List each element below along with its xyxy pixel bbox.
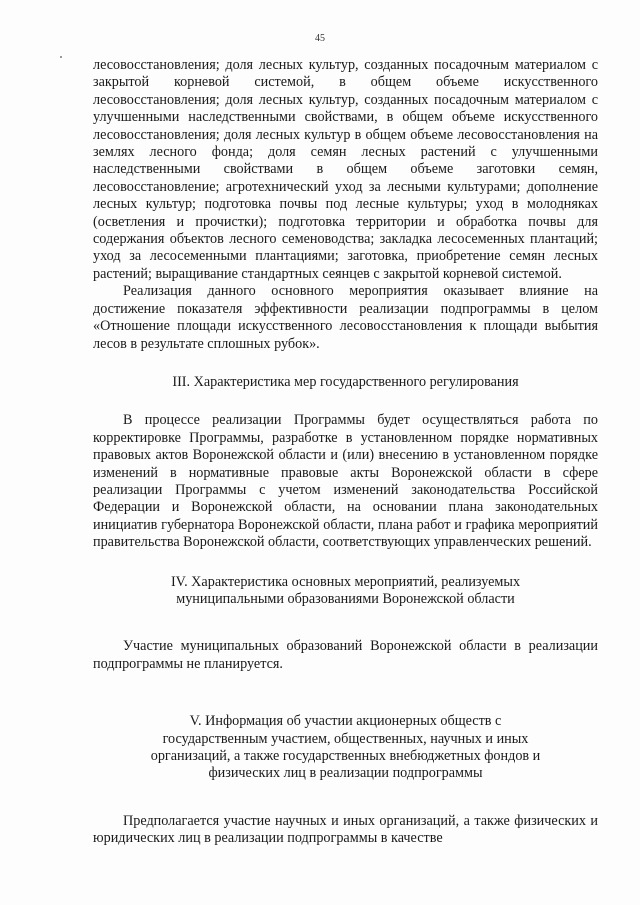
heading-v-line-3: организаций, а также государственных внебюджетных фондов и	[150, 748, 541, 764]
page-number: 45	[315, 33, 325, 44]
heading-v-line-2: государственным участием, общественных, научных и иных	[162, 730, 529, 747]
heading-iv-line-2: муниципальными образованиями Воронежской области	[176, 590, 515, 607]
document-body	[93, 57, 598, 848]
section-heading-v	[93, 713, 598, 783]
section-heading-iv	[93, 574, 598, 609]
paragraph-municipal: Участие муниципальных образований Воронежской области в реализации подпрограммы не планируется.	[93, 638, 598, 672]
paragraph-regulation: В процессе реализации Программы будет осуществляться работа по корректировке Программы, разработке в установленном порядке нормативных правовых актов Воронежской области и (или) внесению в установленном порядке изменений в нормативные правовые акты Воронежской области в сфере реализации Программы с учетом изменений законодательства Российской Федерации и Воронежской области, на основании плана законодательных инициатив губернатора Воронежской области, плана работ и графика мероприятий правительства Воронежской области, соответствующих управленческих решений.	[93, 412, 598, 551]
heading-v-line-1: V. Информация об участии акционерных обществ с	[189, 713, 502, 730]
margin-mark	[60, 56, 62, 58]
paragraph-participation: Предполагается участие научных и иных организаций, а также физических и юридических лиц в реализации подпрограммы в качестве	[93, 812, 598, 847]
paragraph-realization: Реализация данного основного мероприятия оказывает влияние на достижение показателя эффективности реализации подпрограммы в целом «Отношение площади искусственного лесовосстановления к площади выбытия лесов в результате сплошных рубок».	[93, 283, 598, 352]
heading-v-line-4: физических лиц в реализации подпрограммы	[208, 765, 483, 782]
section-heading-iii: III. Характеристика мер государственного регулирования	[172, 373, 519, 390]
paragraph-indicators: лесовосстановления; доля лесных культур, созданных посадочным материалом с закрытой корневой системой, в общем объеме искусственного лесовосстановления; доля лесных культур, созданных посадочным материалом с улучшенными наследственными свойствами, в общем объеме искусственного лесовосстановления; доля лесных культур в общем объеме лесовосстановления на землях лесного фонда; доля семян лесных растений с улучшенными наследственными свойствами в общем объеме заготовки семян, лесовосстановление; агротехнический уход за лесными культурами; дополнение лесных культур; подготовка почвы под лесные культуры; уход в молодняках (осветления и прочистки); подготовка территории и обработка почвы для содержания объектов лесного семеноводства; закладка лесосеменных плантаций; уход за лесосеменными плантациями; заготовка, приобретение семян лесных растений; выращивание стандартных сеянцев с закрытой корневой системой.	[93, 57, 598, 282]
heading-iv-line-1: IV. Характеристика основных мероприятий, реализуемых	[170, 573, 521, 590]
